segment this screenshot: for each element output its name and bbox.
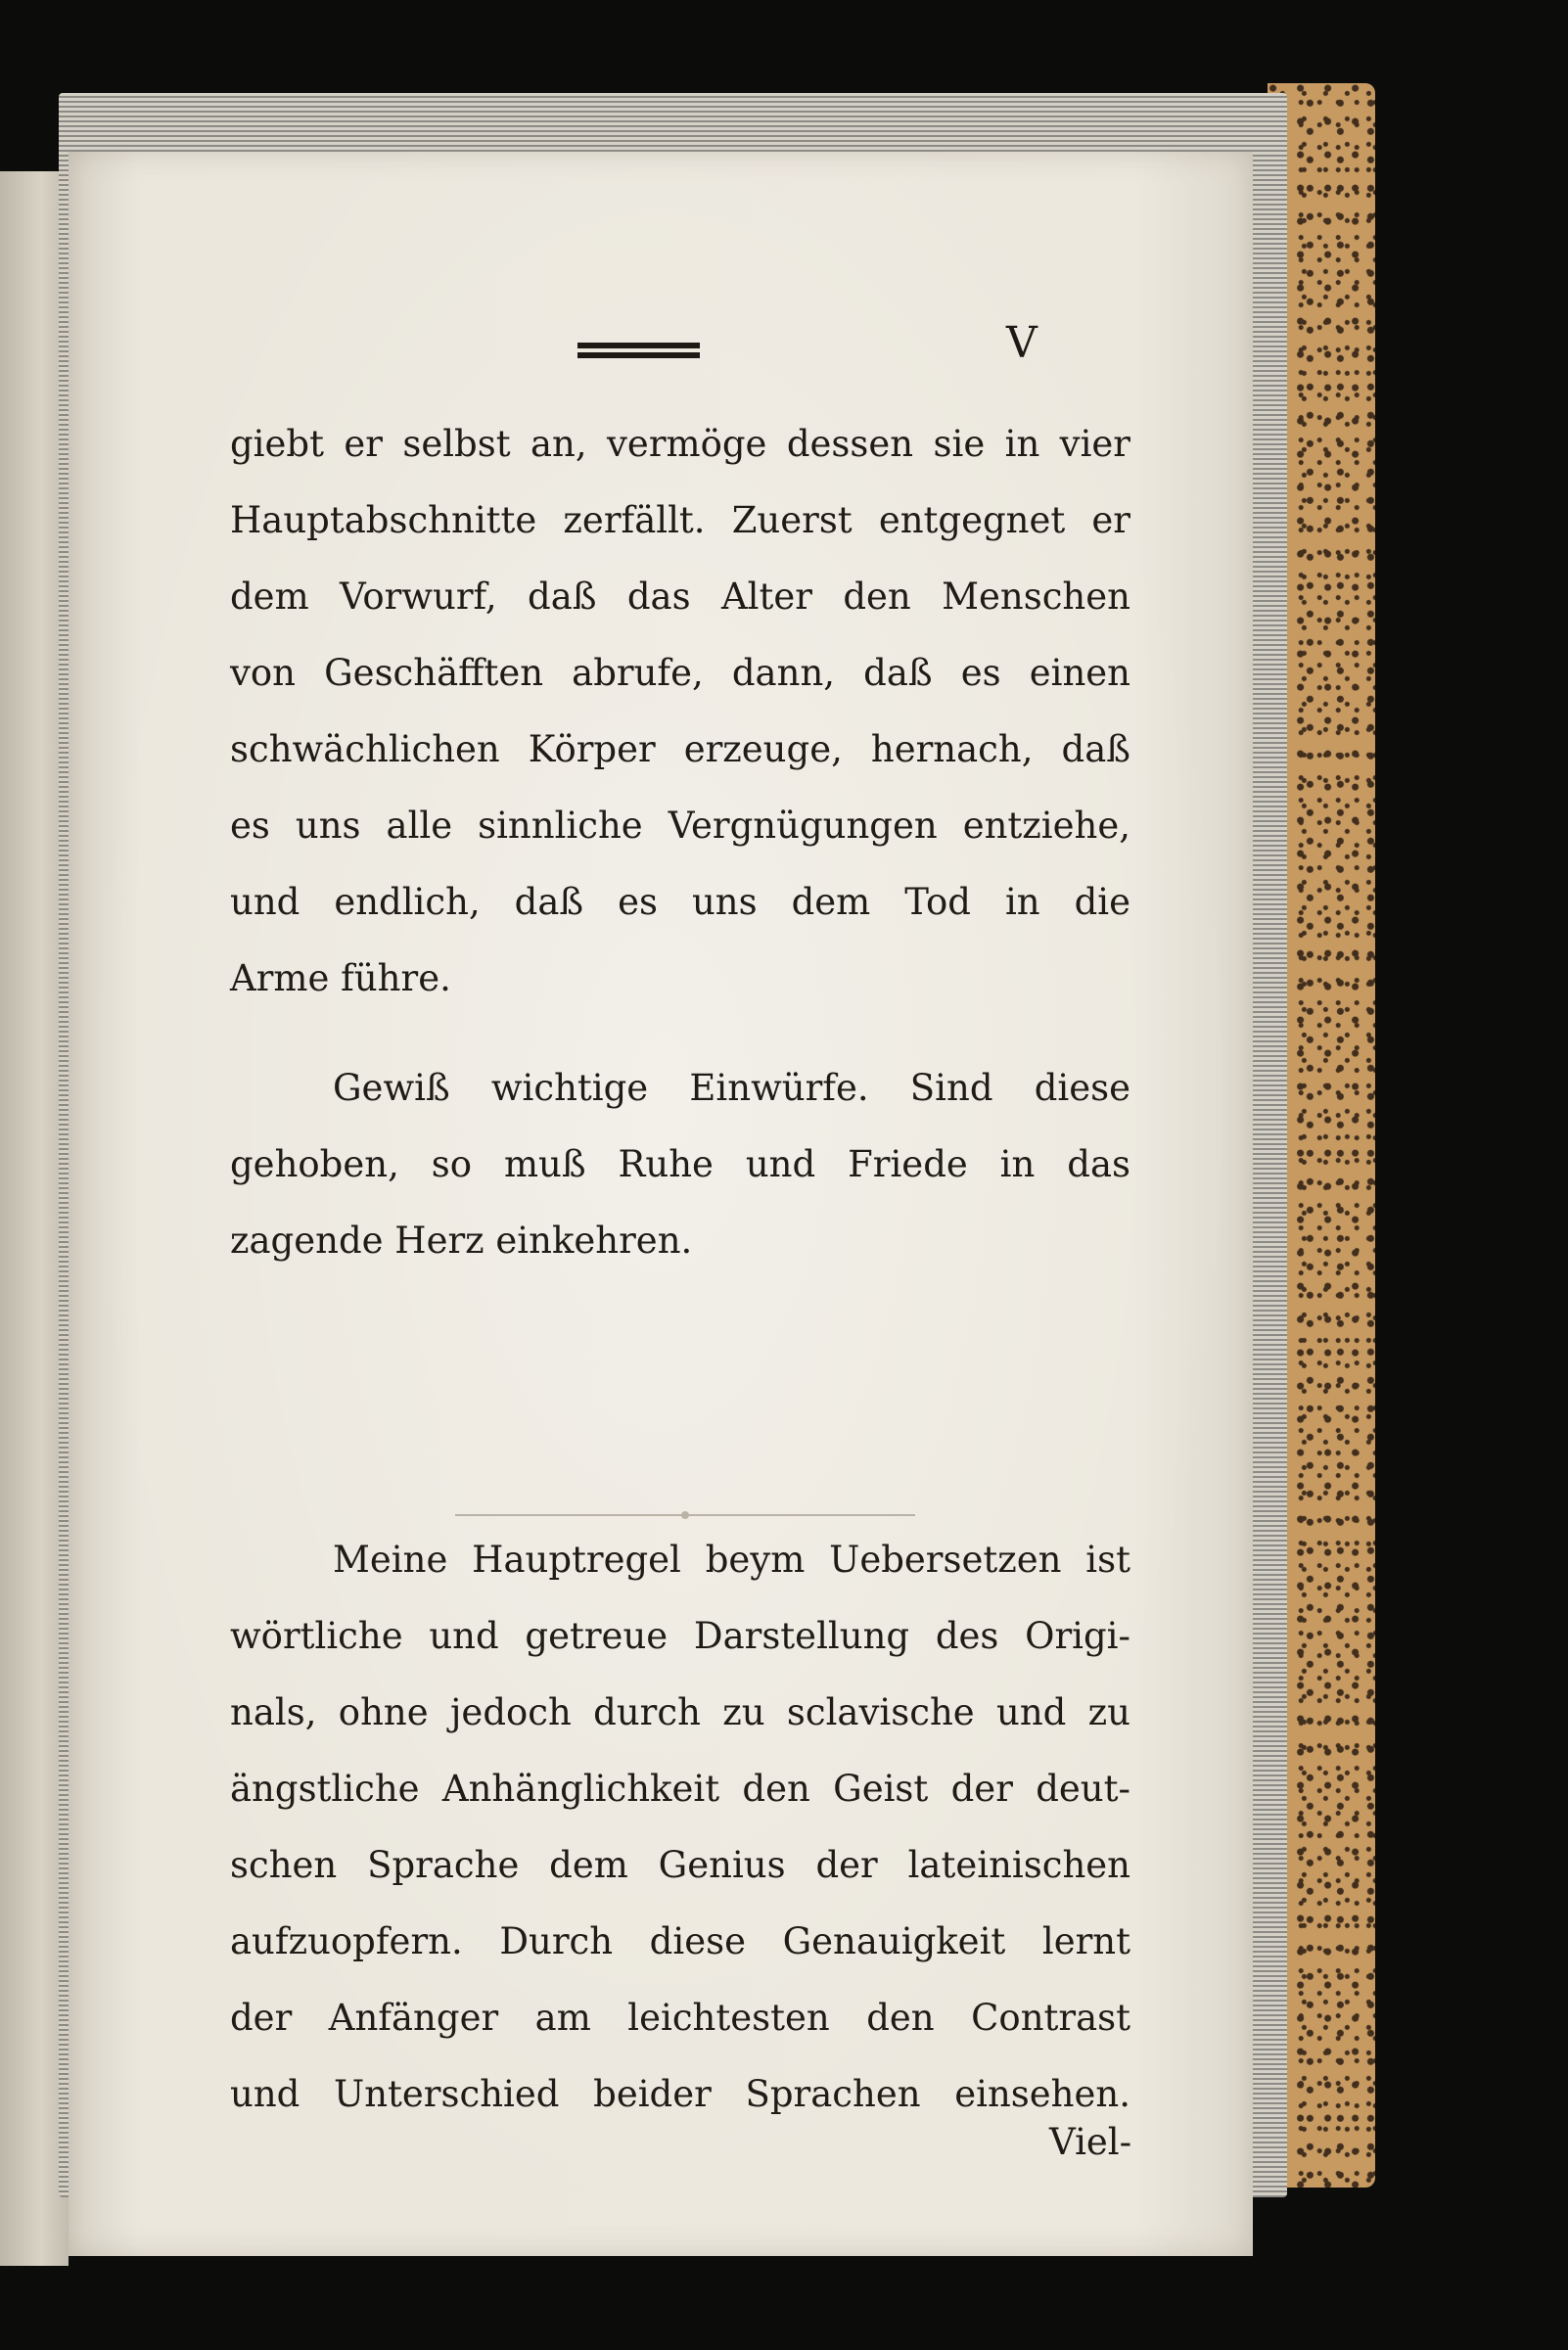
text-line: zagende Herz einkehren. [230,1220,693,1262]
paragraph-3 [230,1522,1130,2133]
page-number: V [1006,318,1038,368]
paragraph-2 [230,1050,1130,1279]
header-double-rule [577,343,700,364]
text-line: Meine Hauptregel beym Uebersetzen ist [333,1539,1130,1581]
text-line: es uns alle sinnliche Vergnügungen entziehe, [230,805,1130,847]
text-line: ängstliche Anhänglichkeit den Geist der deut- [230,1768,1130,1810]
book-page [69,152,1253,2256]
text-line: schen Sprache dem Genius der lateinischen [230,1844,1130,1886]
text-line: gehoben, so muß Ruhe und Friede in das [230,1143,1130,1185]
text-line: und endlich, daß es uns dem Tod in die [230,881,1130,923]
text-line: dem Vorwurf, daß das Alter den Menschen [230,576,1130,618]
text-line: Arme führe. [230,957,451,999]
paragraph-1 [230,406,1130,1017]
text-line: aufzuopfern. Durch diese Genauigkeit lernt [230,1920,1130,1962]
text-line: nals, ohne jedoch durch zu sclavische und zu [230,1691,1130,1733]
section-ornament [455,1507,915,1523]
text-line: Gewiß wichtige Einwürfe. Sind diese [333,1067,1130,1109]
text-line: wörtliche und getreue Darstellung des Origi- [230,1615,1130,1657]
catchword: Viel- [1049,2121,1132,2163]
text-line: giebt er selbst an, vermöge dessen sie in vier [230,423,1130,465]
text-line: der Anfänger am leichtesten den Contrast [230,1997,1130,2039]
text-line: Hauptabschnitte zerfällt. Zuerst entgegnet er [230,499,1130,541]
text-line: und Unterschied beider Sprachen einsehen. [230,2073,1130,2115]
text-line: von Geschäfften abrufe, dann, daß es einen [230,652,1130,694]
text-line: schwächlichen Körper erzeuge, hernach, daß [230,728,1130,770]
